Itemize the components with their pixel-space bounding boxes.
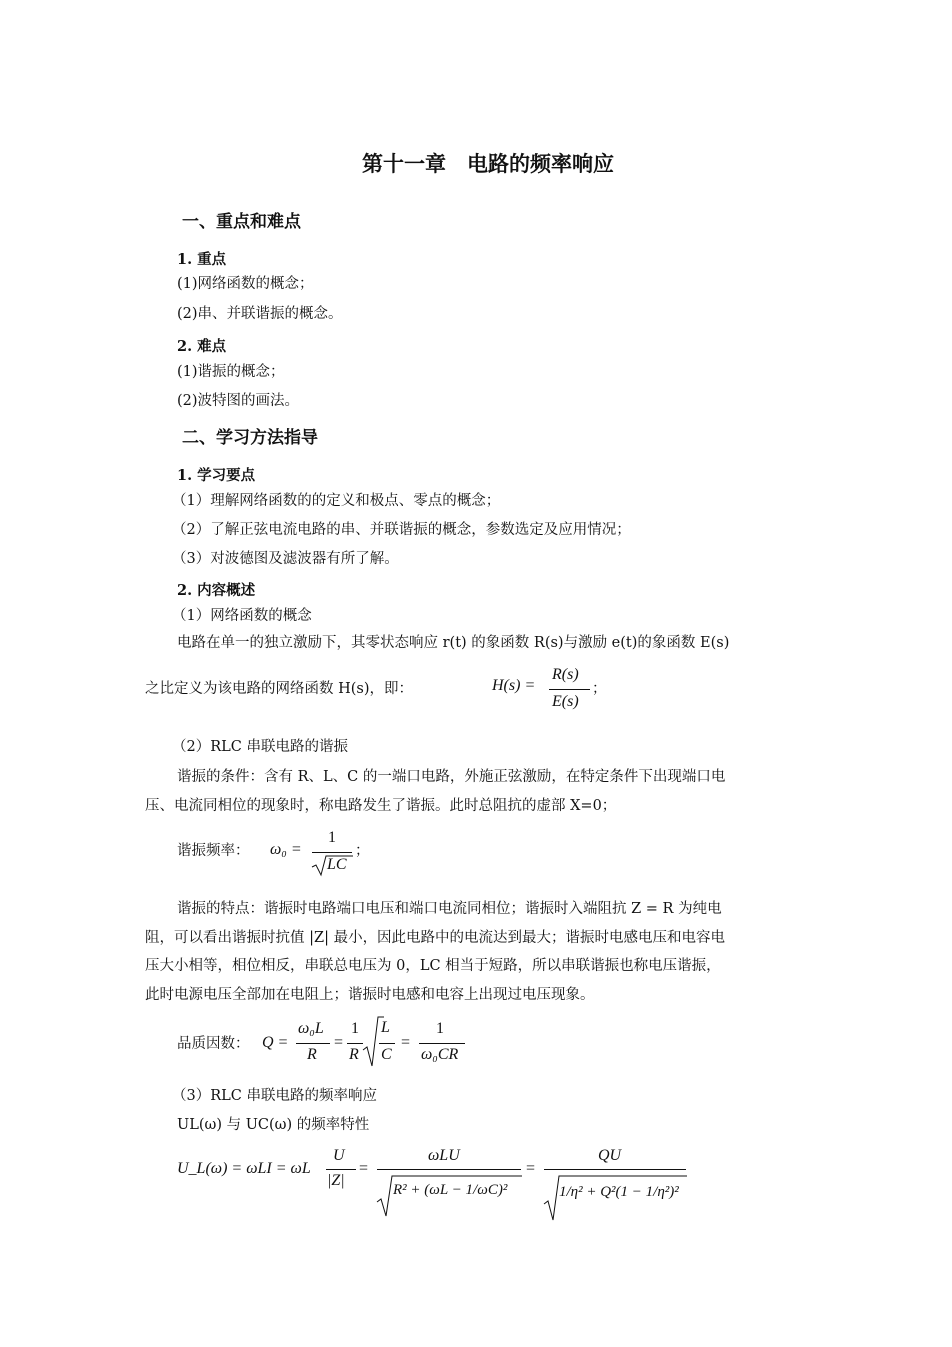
formula-q-sqrt-den: C — [381, 1046, 392, 1063]
list-item: (1)谐振的概念； — [177, 364, 285, 380]
paragraph-line: 阻，可以看出谐振时抗值 |Z| 最小，因此电路中的电流达到最大；谐振时电感电压和电容电 — [145, 930, 726, 946]
formula-w0-lhs: ω₀ = — [270, 841, 302, 858]
formula-w0-end: ； — [355, 843, 370, 859]
paragraph-line: 谐振的条件：含有 R、L、C 的一端口电路，外施正弦激励，在特定条件下出现端口电 — [177, 769, 726, 785]
resonance-label: 谐振频率： — [177, 843, 250, 859]
fraction-bar — [379, 1043, 395, 1044]
formula-ul-eq: = — [359, 1160, 369, 1177]
fraction-bar — [312, 852, 352, 853]
subheading-points: 1. 学习要点 — [177, 467, 256, 484]
formula-q-sqrt-num: L — [381, 1019, 390, 1036]
paragraph-line: 电路在单一的独立激励下，其零状态响应 r(t) 的象函数 R(s)与激励 e(t)的象函数 E(s) — [177, 635, 730, 651]
fraction-bar — [377, 1169, 521, 1170]
sub-title: （1）网络函数的概念 — [172, 608, 312, 624]
formula-w0-numerator: 1 — [328, 829, 336, 846]
page-title: 第十一章 电路的频率响应 — [362, 151, 614, 176]
formula-ul-eq: = — [526, 1160, 536, 1177]
paragraph-line: 压、电流同相位的现象时，称电路发生了谐振。此时总阻抗的虚部 X=0； — [145, 798, 617, 814]
formula-ul-f3-den: 1/η² + Q²(1 − 1/η²)² — [559, 1184, 679, 1200]
subheading-summary: 2. 内容概述 — [177, 582, 256, 599]
list-item: (2)串、并联谐振的概念。 — [177, 306, 343, 322]
formula-q-f1-num: ω₀L — [298, 1020, 324, 1037]
formula-q-f2-num: 1 — [351, 1020, 359, 1037]
formula-ul-f2-num: ωLU — [428, 1147, 460, 1164]
formula-ul-f2-den: R² + (ωL − 1/ωC)² — [393, 1182, 508, 1198]
section-heading-key-points: 一、重点和难点 — [182, 212, 301, 232]
subheading-key: 1. 重点 — [177, 251, 227, 268]
formula-ul-f3-num: QU — [598, 1147, 622, 1164]
list-item: (2)波特图的画法。 — [177, 393, 300, 409]
quality-label: 品质因数： — [177, 1036, 250, 1052]
formula-h-end: ； — [592, 681, 607, 697]
formula-ul-f1-den: |Z| — [327, 1172, 345, 1189]
fraction-bar — [326, 1169, 356, 1170]
sub-title: （2）RLC 串联电路的谐振 — [172, 739, 348, 755]
paragraph-line: 之比定义为该电路的网络函数 H(s)，即： — [145, 681, 414, 697]
fraction-bar — [544, 1169, 686, 1170]
fraction-bar — [549, 689, 590, 690]
formula-ul-lhs: U_L(ω) = ωLI = ωL — [177, 1160, 311, 1177]
list-item: （1）理解网络函数的的定义和极点、零点的概念； — [172, 493, 501, 509]
section-heading-method: 二、学习方法指导 — [182, 428, 318, 448]
formula-ul-f1-num: U — [333, 1147, 345, 1164]
list-item: (1)网络函数的概念； — [177, 276, 314, 292]
subheading-difficult: 2. 难点 — [177, 338, 227, 355]
formula-h-denominator: E(s) — [552, 693, 579, 710]
formula-w0-denominator: LC — [327, 856, 347, 873]
formula-h-numerator: R(s) — [552, 666, 579, 683]
formula-q-f1-den: R — [307, 1046, 317, 1063]
list-item: （3）对波德图及滤波器有所了解。 — [172, 551, 399, 567]
paragraph-line: 谐振的特点：谐振时电路端口电压和端口电流同相位；谐振时入端阻抗 Z = R 为纯电 — [177, 901, 722, 917]
formula-q-f3-den: ω₀CR — [421, 1046, 459, 1063]
list-item: （2）了解正弦电流电路的串、并联谐振的概念，参数选定及应用情况； — [172, 522, 631, 538]
formula-q-eq: = — [334, 1034, 344, 1051]
fraction-bar — [296, 1043, 330, 1044]
paragraph-line: 此时电源电压全部加在电阻上；谐振时电感和电容上出现过电压现象。 — [145, 987, 595, 1003]
formula-q-f2-den: R — [349, 1046, 359, 1063]
fraction-bar — [419, 1043, 465, 1044]
formula-q-eq: = — [401, 1034, 411, 1051]
sub-title: （3）RLC 串联电路的频率响应 — [172, 1088, 377, 1104]
formula-q-f3-num: 1 — [436, 1020, 444, 1037]
paragraph-line: UL(ω) 与 UC(ω) 的频率特性 — [177, 1117, 370, 1133]
formula-h-lhs: H(s) = — [492, 677, 536, 694]
formula-q-lhs: Q = — [262, 1034, 289, 1051]
paragraph-line: 压大小相等，相位相反，串联总电压为 0，LC 相当于短路，所以串联谐振也称电压谐振， — [145, 958, 721, 974]
fraction-bar — [347, 1043, 363, 1044]
